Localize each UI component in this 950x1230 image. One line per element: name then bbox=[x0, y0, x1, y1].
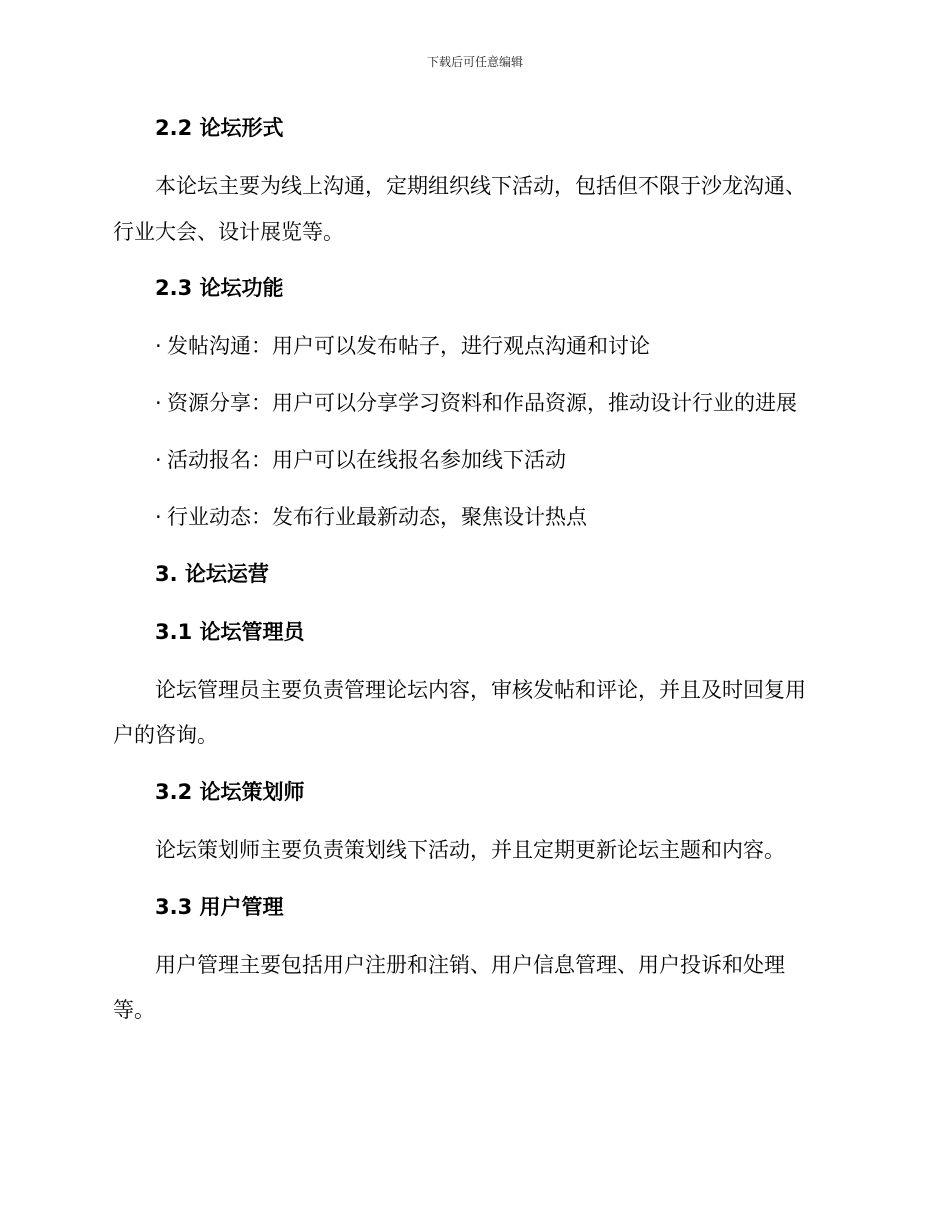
heading-3-2: 3.2 论坛策划师 bbox=[155, 780, 305, 804]
paragraph-3-2-line-1: 论坛策划师主要负责策划线下活动，并且定期更新论坛主题和内容。 bbox=[155, 838, 785, 862]
paragraph-3-1-line-1: 论坛管理员主要负责管理论坛内容，审核发帖和评论，并且及时回复用 bbox=[155, 678, 806, 702]
bullet-marker: · bbox=[155, 334, 162, 358]
bullet-item bbox=[155, 503, 885, 531]
heading-3-3: 3.3 用户管理 bbox=[155, 895, 284, 919]
heading-2-3: 2.3 论坛功能 bbox=[155, 276, 284, 300]
paragraph-3-3-line-2: 等。 bbox=[113, 998, 155, 1022]
paragraph-3-1-line-2: 户的咨询。 bbox=[113, 723, 218, 747]
paragraph-3-3-line-1: 用户管理主要包括用户注册和注销、用户信息管理、用户投诉和处理 bbox=[155, 953, 785, 977]
bullet-item bbox=[155, 389, 885, 417]
bullet-text: 活动报名：用户可以在线报名参加线下活动 bbox=[167, 448, 566, 472]
heading-3: 3. 论坛运营 bbox=[155, 562, 269, 586]
bullet-text: 资源分享：用户可以分享学习资料和作品资源，推动设计行业的进展 bbox=[167, 391, 797, 415]
page-header: 下载后可任意编辑 bbox=[426, 55, 523, 69]
heading-3-1: 3.1 论坛管理员 bbox=[155, 620, 305, 644]
paragraph-2-2-line-2: 行业大会、设计展览等。 bbox=[113, 220, 344, 244]
heading-2-2: 2.2 论坛形式 bbox=[155, 116, 284, 140]
bullet-text: 行业动态：发布行业最新动态，聚焦设计热点 bbox=[167, 505, 587, 529]
bullet-marker: · bbox=[155, 505, 162, 529]
bullet-item bbox=[155, 332, 885, 360]
bullet-marker: · bbox=[155, 391, 162, 415]
bullet-text: 发帖沟通：用户可以发布帖子，进行观点沟通和讨论 bbox=[167, 334, 650, 358]
paragraph-2-2-line-1: 本论坛主要为线上沟通，定期组织线下活动，包括但不限于沙龙沟通、 bbox=[155, 174, 806, 198]
bullet-marker: · bbox=[155, 448, 162, 472]
bullet-item bbox=[155, 446, 885, 474]
